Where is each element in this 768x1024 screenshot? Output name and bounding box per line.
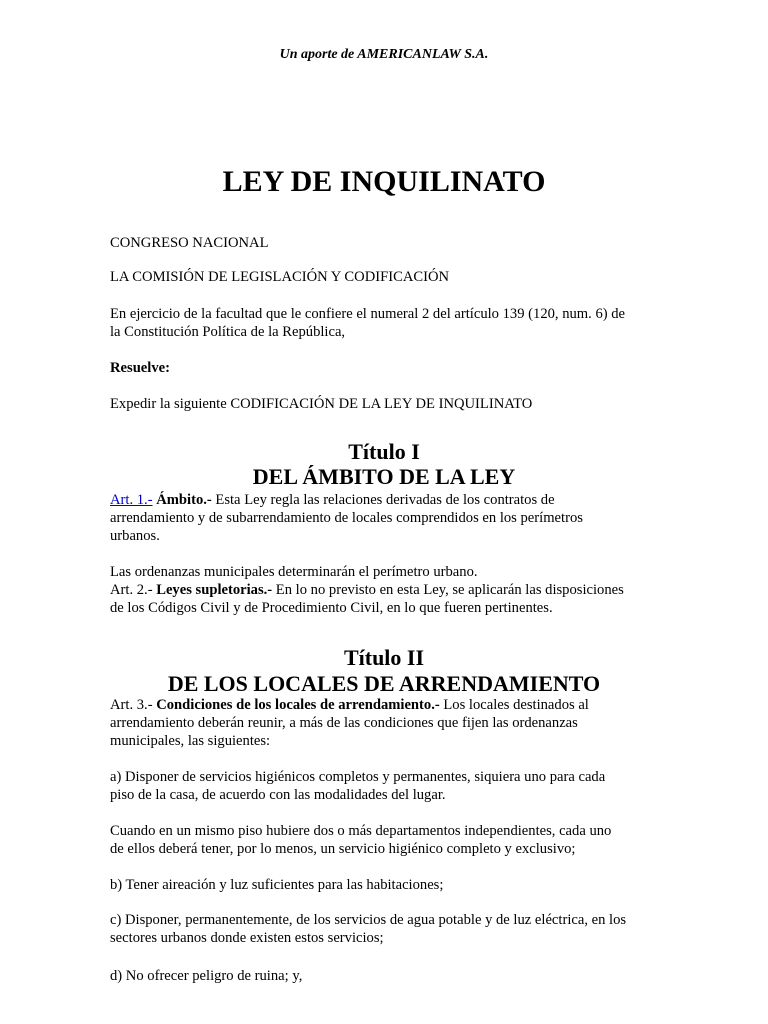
titulo-2-subheading: DE LOS LOCALES DE ARRENDAMIENTO bbox=[167, 671, 601, 696]
item-c-line-2: sectores urbanos donde existen estos servicios; bbox=[110, 930, 384, 946]
item-d-line: d) No ofrecer peligro de ruina; y, bbox=[110, 968, 303, 984]
header-note: Un aporte de AMERICANLAW S.A. bbox=[279, 47, 489, 62]
congreso-line: CONGRESO NACIONAL bbox=[110, 235, 269, 251]
art-1-link[interactable]: Art. 1.- bbox=[110, 492, 153, 508]
item-c-line-1: c) Disponer, permanentemente, de los servicios de agua potable y de luz eléctrica, en los bbox=[110, 912, 627, 928]
art-2-paragraph bbox=[110, 581, 670, 617]
cuando-line-1: Cuando en un mismo piso hubiere dos o más departamentos independientes, cada uno bbox=[110, 823, 612, 839]
item-a-paragraph bbox=[110, 768, 670, 804]
document-title: LEY DE INQUILINATO bbox=[222, 165, 546, 198]
item-c-paragraph bbox=[110, 911, 670, 947]
ordenanzas-line: Las ordenanzas municipales determinarán el perímetro urbano. bbox=[110, 564, 478, 580]
ejercicio-paragraph bbox=[110, 305, 670, 341]
art-1-name: Ámbito.- bbox=[156, 492, 212, 508]
art-3-text-3: municipales, las siguientes: bbox=[110, 733, 271, 749]
item-b-line: b) Tener aireación y luz suficientes para las habitaciones; bbox=[110, 877, 444, 893]
titulo-1-heading: Título I bbox=[348, 439, 420, 464]
art-1-text-1: Esta Ley regla las relaciones derivadas de los contratos de bbox=[211, 492, 555, 508]
item-a-line-1: a) Disponer de servicios higiénicos completos y permanentes, siquiera uno para cada bbox=[110, 769, 606, 785]
art-2-text-2: de los Códigos Civil y de Procedimiento Civil, en lo que fueren pertinentes. bbox=[110, 600, 553, 616]
ejercicio-line-2: la Constitución Política de la República, bbox=[110, 324, 346, 340]
art-3-number: Art. 3.- bbox=[110, 697, 153, 713]
art-2-text-1: En lo no previsto en esta Ley, se aplicarán las disposiciones bbox=[272, 582, 624, 598]
art-3-text-2: arrendamiento deberán reunir, a más de las condiciones que fijen las ordenanzas bbox=[110, 715, 578, 731]
art-1-paragraph bbox=[110, 491, 670, 545]
art-1-text-2: arrendamiento y de subarrendamiento de locales comprendidos en los perímetros bbox=[110, 510, 583, 526]
ejercicio-line-1: En ejercicio de la facultad que le confiere el numeral 2 del artículo 139 (120, num. 6) de bbox=[110, 306, 626, 322]
cuando-line-2: de ellos deberá tener, por lo menos, un servicio higiénico completo y exclusivo; bbox=[110, 841, 576, 857]
art-3-text-1: Los locales destinados al bbox=[439, 697, 589, 713]
cuando-paragraph bbox=[110, 822, 670, 858]
art-3-name: Condiciones de los locales de arrendamiento.- bbox=[156, 697, 440, 713]
titulo-1-subheading: DEL ÁMBITO DE LA LEY bbox=[252, 464, 516, 489]
expedir-line: Expedir la siguiente CODIFICACIÓN DE LA LEY DE INQUILINATO bbox=[110, 396, 533, 412]
titulo-2-heading: Título II bbox=[343, 645, 425, 670]
resuelve-line bbox=[110, 359, 670, 377]
resuelve-label: Resuelve: bbox=[110, 360, 170, 376]
art-1-text-3: urbanos. bbox=[110, 528, 160, 544]
comision-line: LA COMISIÓN DE LEGISLACIÓN Y CODIFICACIÓN bbox=[110, 269, 450, 285]
item-a-line-2: piso de la casa, de acuerdo con las modalidades del lugar. bbox=[110, 787, 446, 803]
art-2-name: Leyes supletorias.- bbox=[156, 582, 273, 598]
art-2-number: Art. 2.- bbox=[110, 582, 153, 598]
art-3-paragraph bbox=[110, 696, 670, 750]
